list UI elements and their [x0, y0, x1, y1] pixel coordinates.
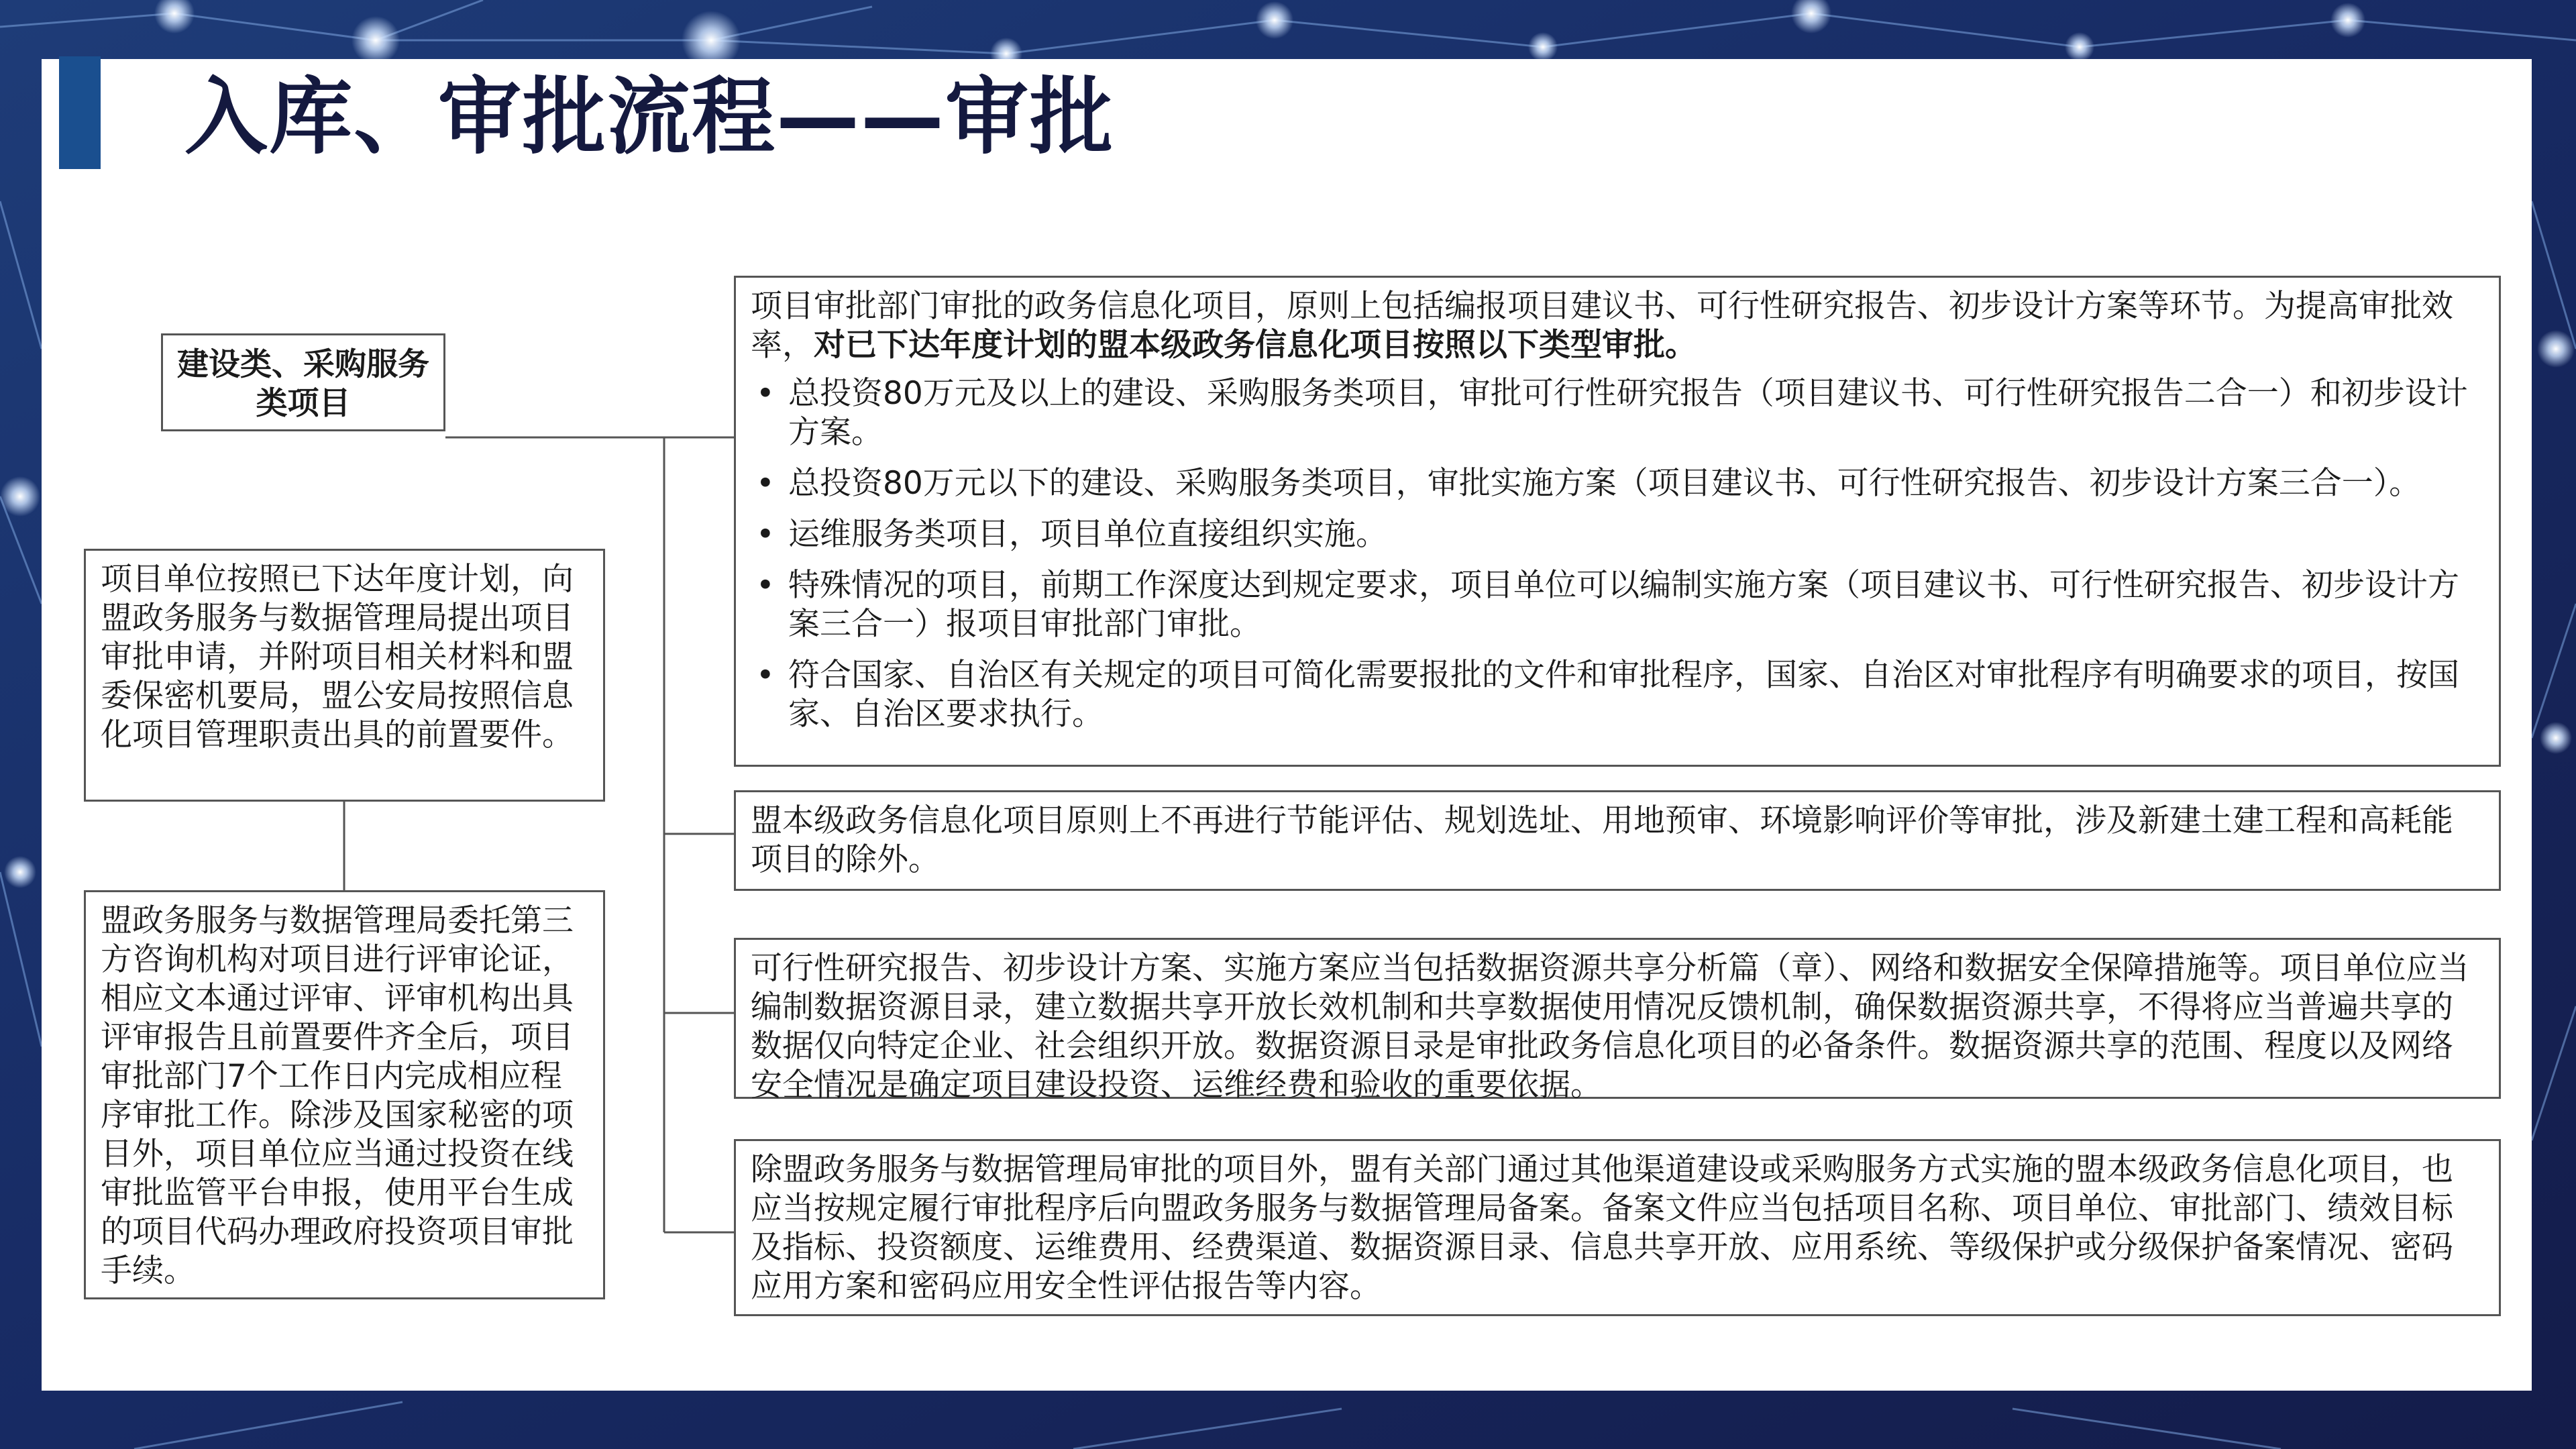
- title-accent-bar: [59, 56, 101, 169]
- filing-box: 除盟政务服务与数据管理局审批的项目外，盟有关部门通过其他渠道建设或采购服务方式实施的盟本级政务信息化项目，也应当按规定履行审批程序后向盟政务服务与数据管理局备案。备案文件应当包括项目名称、项目单位、审批部门、绩效目标及指标、投资额度、运维费用、经费渠道、数据资源目录、信息共享开放、应用系统、等级保护或分级保护备案情况、密码应用方案和密码应用安全性评估报告等内容。: [734, 1139, 2501, 1316]
- step-review-box: 盟政务服务与数据管理局委托第三方咨询机构对项目进行评审论证，相应文本通过评审、评审机构出具评审报告且前置要件齐全后，项目审批部门7个工作日内完成相应程序审批工作。除涉及国家秘密的项目外，项目单位应当通过投资在线审批监管平台申报，使用平台生成的项目代码办理政府投资项目审批手续。: [84, 890, 605, 1299]
- approval-intro: [751, 287, 2484, 365]
- category-box: 建设类、采购服务类项目: [161, 333, 445, 431]
- data-sharing-box: 可行性研究报告、初步设计方案、实施方案应当包括数据资源共享分析篇（章）、网络和数据安全保障措施等。项目单位应当编制数据资源目录，建立数据共享开放长效机制和共享数据使用情况反馈机制，确保数据资源共享，不得将应当普遍共享的数据仅向特定企业、社会组织开放。数据资源目录是审批政务信息化项目的必备条件。数据资源共享的范围、程度以及网络安全情况是确定项目建设投资、运维经费和验收的重要依据。: [734, 938, 2501, 1099]
- approval-type-list: [751, 374, 2484, 734]
- list-item: • 总投资80万元以下的建设、采购服务类项目，审批实施方案（项目建议书、可行性研究报告、初步设计方案三合一）。: [751, 464, 2484, 503]
- list-item: • 符合国家、自治区有关规定的项目可简化需要报批的文件和审批程序，国家、自治区对审批程序有明确要求的项目，按国家、自治区要求执行。: [751, 656, 2484, 734]
- page-title: 入库、审批流程——审批: [184, 69, 1115, 166]
- list-item: • 总投资80万元及以上的建设、采购服务类项目，审批可行性研究报告（项目建议书、可行性研究报告二合一）和初步设计方案。: [751, 374, 2484, 452]
- intro-bold-text: 对已下达年度计划的盟本级政务信息化项目按照以下类型审批。: [814, 327, 1697, 364]
- approval-types-box: [734, 276, 2501, 767]
- exemption-box: 盟本级政务信息化项目原则上不再进行节能评估、规划选址、用地预审、环境影响评价等审批，涉及新建土建工程和高耗能项目的除外。: [734, 790, 2501, 891]
- step-application-box: 项目单位按照已下达年度计划，向盟政务服务与数据管理局提出项目审批申请，并附项目相关材料和盟委保密机要局，盟公安局按照信息化项目管理职责出具的前置要件。: [84, 549, 605, 802]
- list-item: • 特殊情况的项目，前期工作深度达到规定要求，项目单位可以编制实施方案（项目建议书、可行性研究报告、初步设计方案三合一）报项目审批部门审批。: [751, 566, 2484, 644]
- intro-text: 项目审批部门审批的政务信息化项目，原则上包括编报项目建议书、可行性研究报告、初步设计方案等环节。为提高审批效率，: [751, 288, 2453, 364]
- list-item: • 运维服务类项目，项目单位直接组织实施。: [751, 515, 2484, 554]
